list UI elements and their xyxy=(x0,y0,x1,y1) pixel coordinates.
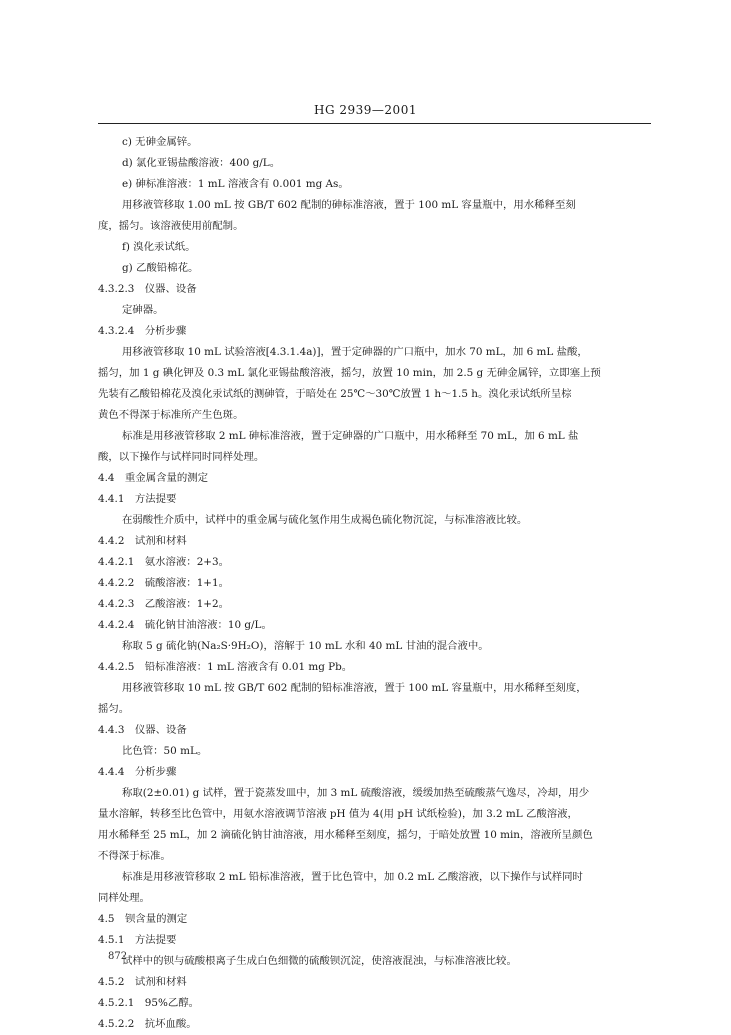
paragraph-line: 称取(2±0.01) g 试样，置于瓷蒸发皿中，加 3 mL 硫酸溶液，缓缓加热至硫酸蒸气逸尽，冷却，用少 xyxy=(122,787,590,799)
section-heading: 4.5.2.2 抗坏血酸。 xyxy=(98,1018,197,1030)
paragraph-line: 黄色不得深于标准所产生色斑。 xyxy=(98,409,244,421)
paragraph-line: 同样处理。 xyxy=(98,892,150,904)
paragraph-line: 度，摇匀。该溶液使用前配制。 xyxy=(98,220,244,232)
section-heading: 4.4.4 分析步骤 xyxy=(98,766,177,778)
paragraph-line: 用水稀释至 25 mL，加 2 滴硫化钠甘油溶液，用水稀释至刻度，摇匀，于暗处放置 10 min，溶液所呈颜色 xyxy=(98,829,593,841)
section-heading: 4.4.1 方法提要 xyxy=(98,493,177,505)
list-item-g: g) 乙酸铅棉花。 xyxy=(122,262,199,274)
section-heading: 4.4.2.4 硫化钠甘油溶液：10 g/L。 xyxy=(98,619,272,631)
section-heading: 4.5 钡含量的测定 xyxy=(98,913,188,925)
paragraph-line: 定砷器。 xyxy=(122,304,164,316)
paragraph-line: 标准是用移液管移取 2 mL 铅标准溶液，置于比色管中，加 0.2 mL 乙酸溶液，以下操作与试样同时 xyxy=(122,871,583,883)
paragraph-line: 酸，以下操作与试样同时同样处理。 xyxy=(98,451,265,463)
list-item-f: f) 溴化汞试纸。 xyxy=(122,241,196,253)
paragraph-line: 比色管：50 mL。 xyxy=(122,745,208,757)
section-heading: 4.4.3 仪器、设备 xyxy=(98,724,187,736)
paragraph-line: 用移液管移取 1.00 mL 按 GB/T 602 配制的砷标准溶液，置于 100 mL 容量瓶中，用水稀释至刻 xyxy=(122,199,576,211)
section-heading: 4.3.2.4 分析步骤 xyxy=(98,325,187,337)
list-item-c: c) 无砷金属锌。 xyxy=(122,136,198,148)
section-heading: 4.4.2.3 乙酸溶液：1+2。 xyxy=(98,598,230,610)
paragraph-line: 用移液管移取 10 mL 试验溶液[4.3.1.4a)]，置于定砷器的广口瓶中，加水 70 mL，加 6 mL 盐酸， xyxy=(122,346,588,358)
section-heading: 4.4.2.2 硫酸溶液：1+1。 xyxy=(98,577,230,589)
paragraph-line: 用移液管移取 10 mL 按 GB/T 602 配制的铅标准溶液，置于 100 mL 容量瓶中，用水稀释至刻度， xyxy=(122,682,587,694)
paragraph-line: 在弱酸性介质中，试样中的重金属与硫化氢作用生成褐色硫化物沉淀，与标准溶液比较。 xyxy=(122,514,528,526)
page-number: 872 xyxy=(108,951,128,962)
paragraph-line: 摇匀。 xyxy=(98,703,130,715)
list-item-d: d) 氯化亚锡盐酸溶液：400 g/L。 xyxy=(122,157,281,169)
paragraph-line: 先装有乙酸铅棉花及溴化汞试纸的测砷管，于暗处在 25℃～30℃放置 1 h～1.5 h。溴化汞试纸所呈棕 xyxy=(98,388,572,400)
paragraph-line: 摇匀，加 1 g 碘化钾及 0.3 mL 氯化亚锡盐酸溶液，摇匀，放置 10 min，加 2.5 g 无砷金属锌，立即塞上预 xyxy=(98,367,601,379)
section-heading: 4.5.2 试剂和材料 xyxy=(98,976,187,988)
section-heading: 4.4.2 试剂和材料 xyxy=(98,535,187,547)
document-body xyxy=(98,132,653,1035)
section-heading: 4.5.2.1 95%乙醇。 xyxy=(98,997,200,1009)
list-item-e: e) 砷标准溶液：1 mL 溶液含有 0.001 mg As。 xyxy=(122,178,349,190)
paragraph-line: 试样中的钡与硫酸根离子生成白色细微的硫酸钡沉淀，使溶液混浊，与标准溶液比较。 xyxy=(122,955,517,967)
paragraph-line: 称取 5 g 硫化钠(Na₂S·9H₂O)，溶解于 10 mL 水和 40 mL 甘油的混合液中。 xyxy=(122,640,489,652)
section-heading: 4.4.2.5 铅标准溶液：1 mL 溶液含有 0.01 mg Pb。 xyxy=(98,661,353,673)
paragraph-line: 量水溶解，转移至比色管中，用氨水溶液调节溶液 pH 值为 4(用 pH 试纸检验)，加 3.2 mL 乙酸溶液， xyxy=(98,808,578,820)
section-heading: 4.5.1 方法提要 xyxy=(98,934,177,946)
section-heading: 4.4 重金属含量的测定 xyxy=(98,472,209,484)
section-heading: 4.3.2.3 仪器、设备 xyxy=(98,283,197,295)
paragraph-line: 标准是用移液管移取 2 mL 砷标准溶液，置于定砷器的广口瓶中，用水稀释至 70 mL，加 6 mL 盐 xyxy=(122,430,579,442)
section-heading: 4.4.2.1 氨水溶液：2+3。 xyxy=(98,556,230,568)
paragraph-line: 不得深于标准。 xyxy=(98,850,171,862)
document-header: HG 2939—2001 xyxy=(314,103,417,117)
header-rule xyxy=(98,123,651,124)
